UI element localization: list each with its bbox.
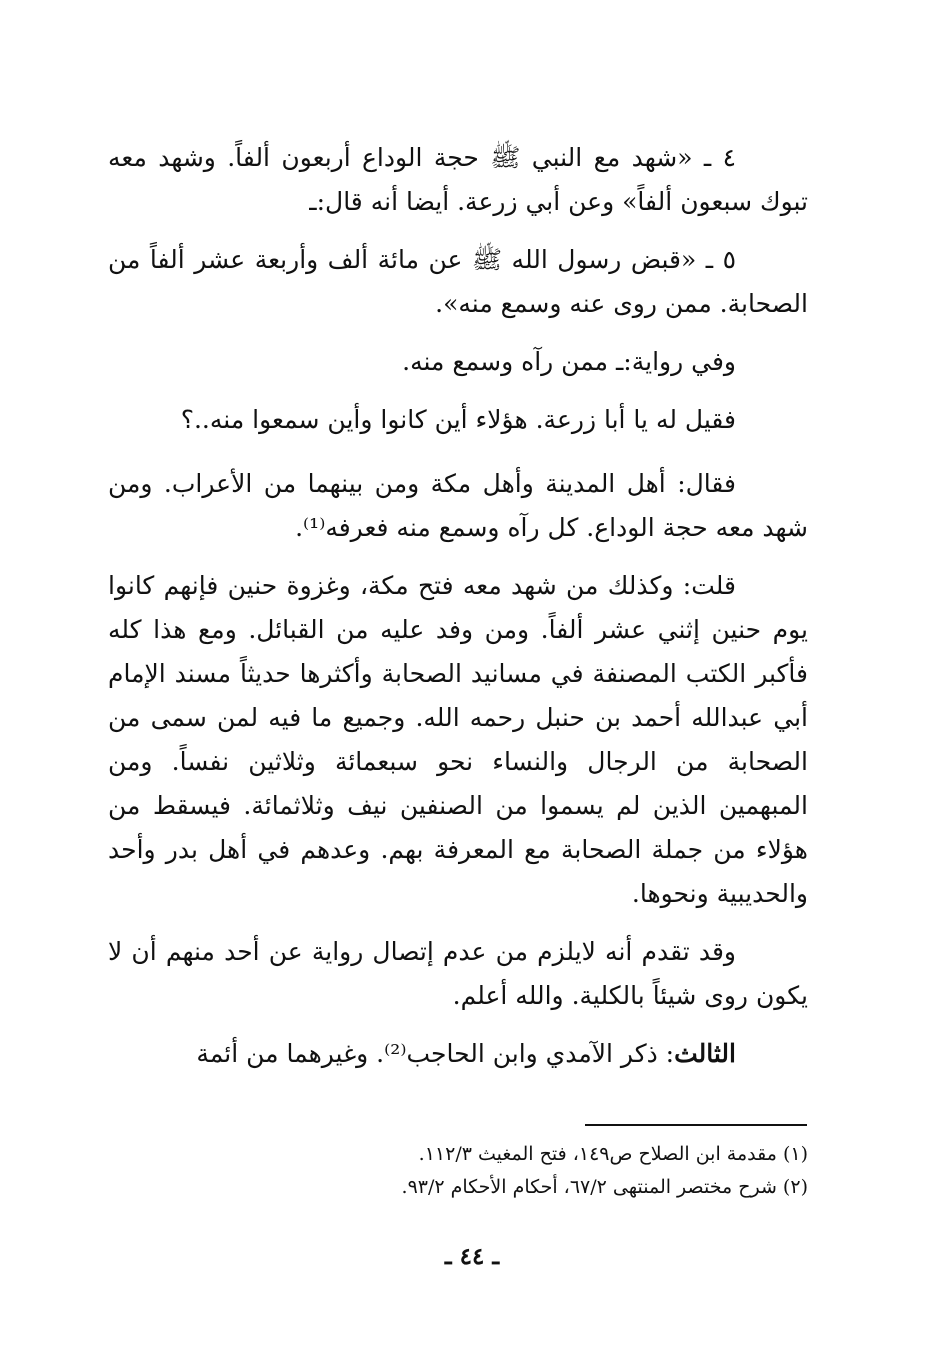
paragraph-conclusion: وقد تقدم أنه لايلزم من عدم إتصال رواية عن أحد منهم أن لا يكون روى شيئاً بالكلية. والله أعلم. (108, 937, 808, 1010)
footnote-divider (585, 1124, 807, 1126)
footnote-2: (٢) شرح مختصر المنتهى ٦٧/٢، أحكام الأحكام ٩٣/٢. (401, 1176, 808, 1198)
paragraph-commentary: قلت: وكذلك من شهد معه فتح مكة، وغزوة حنين فإنهم كانوا يوم حنين إثني عشر ألفاً. ومن وفد عليه من القبائل. ومع هذا كله فأكبر الكتب المصنفة في مسانيد الصحابة وأكثرها حديثاً مسند الإمام أبي عبدالله أحمد بن حنبل رحمه الله. وجميع ما فيه لمن سمى من الصحابة من الرجال والنساء نحو سبعمائة وثلاثين نفساً. ومن المبهمين الذين لم يسموا من الصنفين نيف وثلاثمائة. فيسقط من هؤلاء من جملة الصحابة مع المعرفة بهم. وعدهم في أهل بدر وأحد والحديبية ونحوها. (108, 571, 808, 908)
main-text (108, 136, 808, 1076)
paragraph-5: ٥ ـ «قبض رسول الله ﷺ عن مائة ألف وأربعة عشر ألفاً من الصحابة. ممن روى عنه وسمع منه». (108, 245, 808, 318)
third-text: : ذكر الآمدي وابن الحاجب⁽²⁾. وغيرهما من أئمة (196, 1039, 675, 1068)
paragraph-third (108, 1032, 808, 1076)
footnote-1: (١) مقدمة ابن الصلاح ص١٤٩، فتح المغيث ١١٢/٣. (418, 1143, 808, 1165)
third-heading: الثالث (674, 1039, 736, 1068)
paragraph-answer: فقال: أهل المدينة وأهل مكة ومن بينهما من الأعراب. ومن شهد معه حجة الوداع. كل رآه وسمع منه فعرفه⁽¹⁾. (108, 469, 808, 542)
paragraph-question: فقيل له يا أبا زرعة. هؤلاء أين كانوا وأين سمعوا منه..؟ (180, 405, 736, 434)
paragraph-4: ٤ ـ «شهد مع النبي ﷺ حجة الوداع أربعون ألفاً. وشهد معه تبوك سبعون ألفاً» وعن أبي زرعة. أيضا أنه قال:ـ (108, 143, 808, 216)
footnotes (108, 1138, 808, 1204)
paragraph-narration: وفي رواية:ـ ممن رآه وسمع منه. (402, 347, 736, 376)
page-number: ـ ٤٤ ـ (444, 1243, 500, 1270)
